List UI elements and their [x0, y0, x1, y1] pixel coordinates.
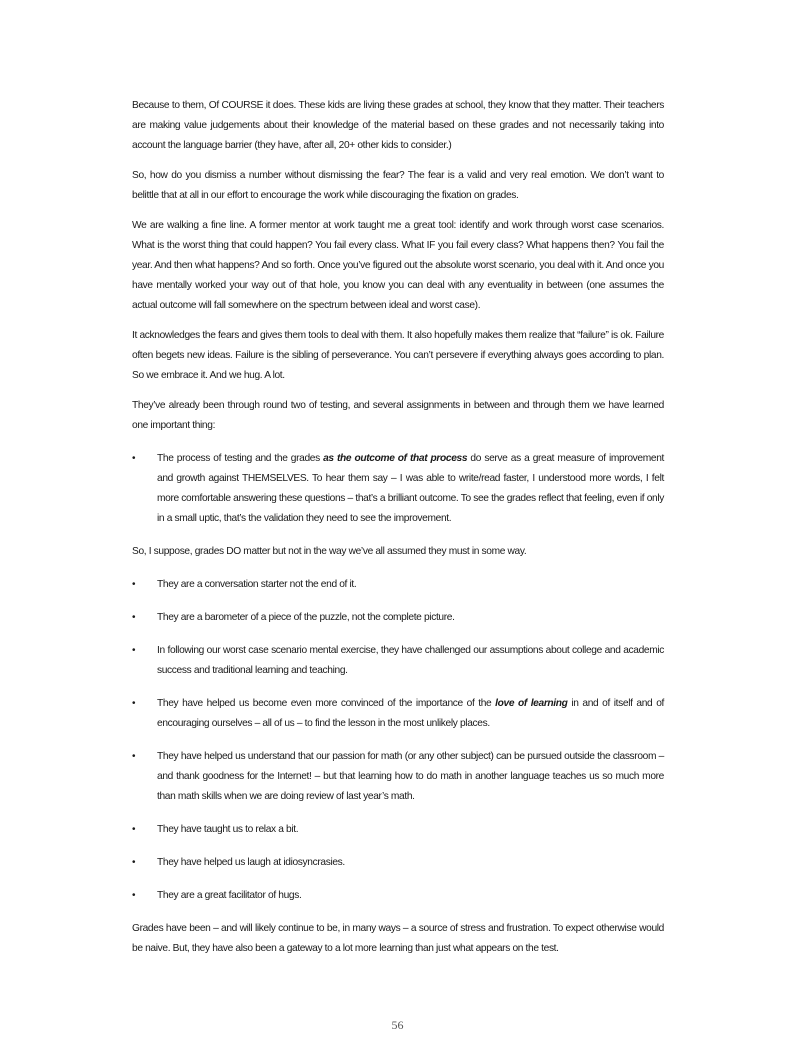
- page-number: 56: [391, 1018, 404, 1032]
- list-item: [132, 575, 664, 595]
- document-body: [132, 96, 664, 969]
- list-item-text: In following our worst case scenario mental exercise, they have challenged our assumptions about college and academic success and traditional learning and teaching.: [157, 645, 664, 676]
- list-item-text: do serve as a great measure of improvement and growth against THEMSELVES. To hear them say – I was able to write/read faster, I understood more words, I felt more comfortable answering these questions – that’s a brilliant outcome. To see the grades reflect that feeling, even if only in a small uptic, that’s the validation they need to see the improvement.: [157, 453, 664, 524]
- bullet-icon: •: [132, 824, 136, 835]
- list-item-text: in and of itself and of encouraging ourselves – all of us – to find the lesson in the most unlikely places.: [157, 698, 664, 729]
- bullet-icon: •: [132, 453, 136, 464]
- list-item: [132, 820, 664, 840]
- list-item-text: They are a great facilitator of hugs.: [157, 890, 302, 901]
- bullet-icon: •: [132, 698, 136, 709]
- list-item-text: They are a barometer of a piece of the puzzle, not the complete picture.: [157, 612, 455, 623]
- bullet-icon: •: [132, 645, 136, 656]
- emphasis-text: love of learning: [495, 698, 568, 709]
- list-item: [132, 853, 664, 873]
- bullet-icon: •: [132, 857, 136, 868]
- paragraph: So, how do you dismiss a number without dismissing the fear? The fear is a valid and very real emotion. We don’t want to belittle that at all in our effort to encourage the work while discouraging the fixation on grades.: [132, 170, 664, 201]
- list-item-text: They have taught us to relax a bit.: [157, 824, 299, 835]
- paragraph: Because to them, Of COURSE it does. These kids are living these grades at school, they know that they matter. Their teachers are making value judgements about their knowledge of the material based on these grades and not necessarily taking into account the language barrier (they have, after all, 20+ other kids to consider.): [132, 100, 664, 151]
- list-item-text: The process of testing and the grades: [157, 453, 324, 464]
- list-item-text: They have helped us laugh at idiosyncrasies.: [157, 857, 345, 868]
- list-item: [132, 449, 664, 529]
- list-item-text: They have helped us understand that our passion for math (or any other subject) can be pursued outside the classroom – and thank goodness for the Internet! – but that learning how to do math in another language teaches us so much more than math skills when we are doing review of last year’s math.: [157, 751, 664, 802]
- paragraph: So, I suppose, grades DO matter but not in the way we’ve all assumed they must in some way.: [132, 546, 527, 557]
- list-item-text: They are a conversation starter not the end of it.: [157, 579, 357, 590]
- paragraph: Grades have been – and will likely continue to be, in many ways – a source of stress and frustration. To expect otherwise would be naive. But, they have also been a gateway to a lot more learning than just what appears on the test.: [132, 923, 664, 954]
- emphasis-text: as the outcome of that process: [323, 453, 468, 464]
- paragraph: It acknowledges the fears and gives them tools to deal with them. It also hopefully makes them realize that “failure” is ok. Failure often begets new ideas. Failure is the sibling of perseverance. You can’t persevere if everything always goes according to plan. So we embrace it. And we hug. A lot.: [132, 330, 664, 381]
- bullet-icon: •: [132, 751, 136, 762]
- list-item: [132, 694, 664, 734]
- paragraph: They’ve already been through round two of testing, and several assignments in between and through them we have learned one important thing:: [132, 400, 664, 431]
- paragraph: We are walking a fine line. A former mentor at work taught me a great tool: identify and work through worst case scenarios. What is the worst thing that could happen? You fail every class. What IF you fail every class? What happens then? You fail the year. And then what happens? And so forth. Once you’ve figured out the absolute worst scenario, you deal with it. And once you have mentally worked your way out of that hole, you know you can deal with any eventuality in between (one assumes the actual outcome will fall somewhere on the spectrum between ideal and worst case).: [132, 220, 664, 311]
- bullet-icon: •: [132, 890, 136, 901]
- list-item: [132, 641, 664, 681]
- list-item-text: They have helped us become even more convinced of the importance of the: [157, 698, 496, 709]
- bullet-icon: •: [132, 579, 136, 590]
- bullet-icon: •: [132, 612, 136, 623]
- list-item: [132, 608, 664, 628]
- list-item: [132, 747, 664, 807]
- list-item: [132, 886, 664, 906]
